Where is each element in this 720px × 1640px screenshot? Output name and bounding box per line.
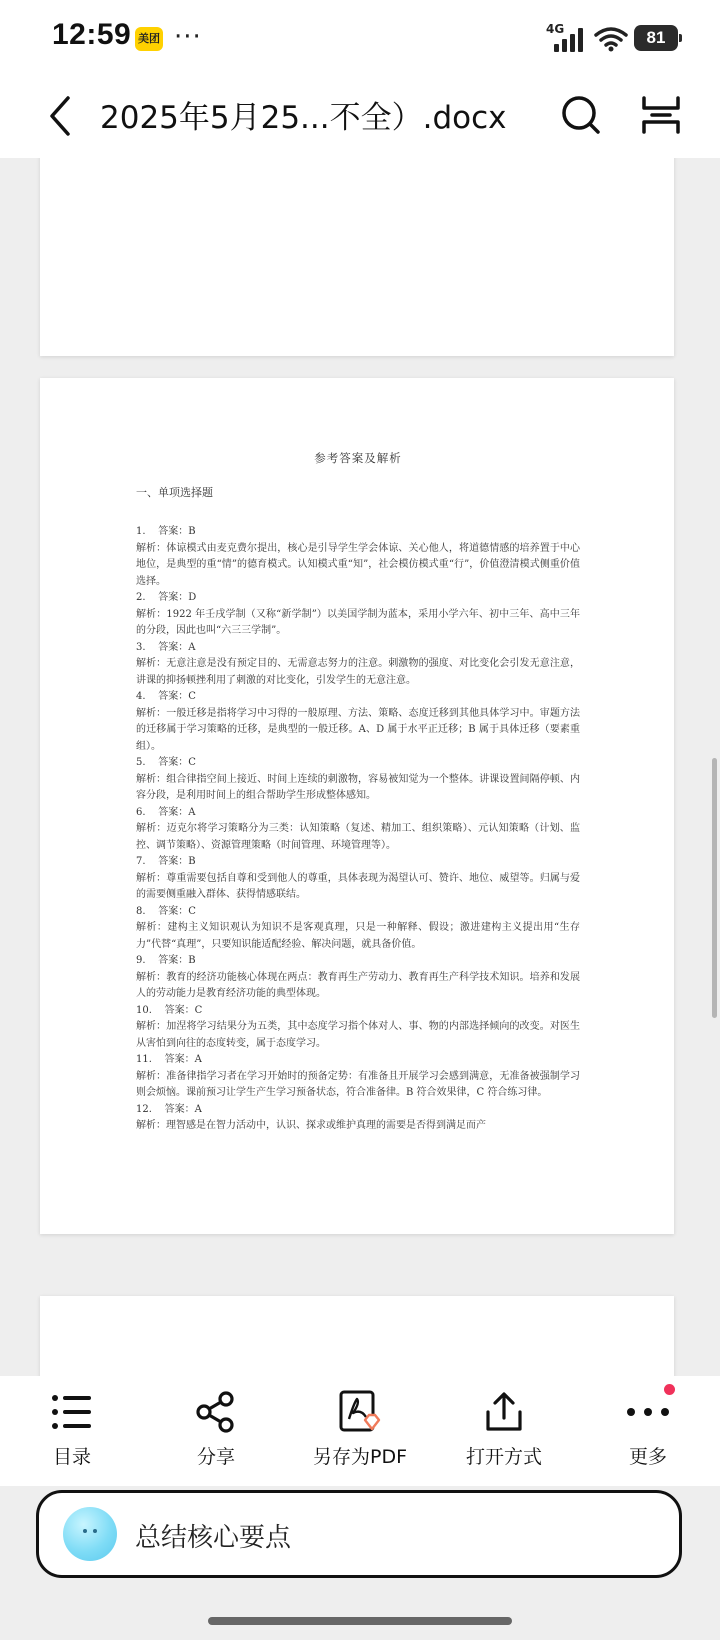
save-as-pdf-button[interactable]	[300, 1386, 420, 1480]
status-more-icon: ···	[174, 22, 202, 52]
scrollbar-thumb[interactable]	[712, 758, 717, 1018]
answer-key: 5. 答案：C	[136, 757, 196, 768]
notification-dot	[664, 1384, 675, 1395]
answer-explanation: 解析：准备律指学习者在学习开始时的预备定势：有准备且开展学习会感到满意，无准备被强制学习则会烦恼。课前预习让学生产生学习预备状态，符合准备律。B 符合效果律，C 符合练习律。	[136, 1070, 580, 1098]
answer-item	[136, 805, 580, 855]
back-button[interactable]	[38, 88, 86, 144]
answer-key: 1. 答案：B	[136, 526, 196, 537]
answer-key: 11. 答案：A	[136, 1054, 202, 1065]
status-bar	[0, 0, 720, 80]
answer-item	[136, 1052, 580, 1102]
share-nodes-icon	[194, 1390, 238, 1434]
expand-menu-button[interactable]	[636, 88, 686, 142]
open-with-label: 打开方式	[465, 1446, 542, 1468]
search-icon	[556, 88, 606, 142]
answer-key: 12. 答案：A	[136, 1103, 202, 1115]
status-time: 12:59	[52, 18, 132, 51]
share-label: 分享	[196, 1446, 235, 1468]
toc-list-icon	[50, 1392, 94, 1432]
open-with-button[interactable]	[444, 1386, 564, 1480]
document-page-previous	[40, 158, 674, 356]
more-label: 更多	[628, 1446, 667, 1468]
save-as-pdf-icon	[336, 1389, 384, 1435]
ai-assistant-avatar-icon	[63, 1507, 117, 1561]
open-with-upload-icon	[482, 1390, 526, 1434]
answer-explanation: 解析：尊重需要包括自尊和受到他人的尊重，具体表现为渴望认可、赞许、地位、威望等。归属与爱的需要侧重融入群体、获得情感联结。	[136, 872, 580, 900]
answer-explanation: 解析：迈克尔将学习策略分为三类：认知策略（复述、精加工、组织策略）、元认知策略（计划、监控、调节策略）、资源管理策略（时间管理、环境管理等）。	[136, 823, 580, 851]
ai-summary-prompt: 总结核心要点	[135, 1523, 292, 1553]
toc-button[interactable]	[12, 1386, 132, 1480]
document-viewer[interactable]	[0, 158, 720, 1376]
signal-icon	[552, 28, 586, 52]
document-title: 2025年5月25...不全）.docx	[100, 100, 507, 136]
document-header	[0, 80, 720, 158]
page-heading: 参考答案及解析	[314, 451, 402, 465]
bottom-toolbar	[0, 1376, 720, 1486]
battery-icon: 81	[634, 25, 678, 51]
answer-item	[136, 854, 580, 904]
answer-explanation: 解析：建构主义知识观认为知识不是客观真理，只是一种解释、假设；激进建构主义提出用“生存力”代替“真理”，只要知识能适配经验、解决问题，就具备价值。	[136, 922, 580, 950]
answer-key: 4. 答案：C	[136, 691, 196, 702]
document-page-next	[40, 1296, 674, 1376]
answer-explanation: 解析：无意注意是没有预定目的、无需意志努力的注意。刺激物的强度、对比变化会引发无意注意，讲课的抑扬顿挫利用了刺激的对比变化，引发学生的无意注意。	[136, 658, 580, 686]
answer-item	[136, 953, 580, 1003]
answer-explanation: 解析：组合律指空间上接近、时间上连续的刺激物，容易被知觉为一个整体。讲课设置间隔停顿、内容分段，是利用时间上的组合帮助学生形成整体感知。	[136, 773, 580, 801]
expand-menu-icon	[636, 88, 686, 142]
document-page	[40, 378, 674, 1234]
answer-key: 10. 答案：C	[136, 1004, 203, 1016]
answer-explanation: 解析：加涅将学习结果分为五类，其中态度学习指个体对人、事、物的内部选择倾向的改变。对医生从害怕到向往的态度转变，属于态度学习。	[136, 1021, 580, 1049]
answer-key: 9. 答案：B	[136, 955, 196, 966]
answer-key: 6. 答案：A	[136, 806, 196, 818]
answer-item	[136, 1102, 580, 1135]
more-button[interactable]	[588, 1386, 708, 1480]
answer-explanation: 解析：教育的经济功能核心体现在两点：教育再生产劳动力、教育再生产科学技术知识。培养和发展人的劳动能力是教育经济功能的典型体现。	[136, 971, 580, 999]
network-type: 4G	[546, 22, 565, 36]
answer-item	[136, 689, 580, 755]
meituan-app-icon: 美团	[135, 27, 163, 51]
answer-list	[136, 524, 580, 1135]
wifi-icon	[594, 26, 628, 52]
answer-key: 2. 答案：D	[136, 592, 197, 603]
answer-explanation: 解析：一般迁移是指将学习中习得的一般原理、方法、策略、态度迁移到其他具体学习中。审题方法的迁移属于学习策略的迁移，是典型的一般迁移。A、D 属于水平正迁移；B 属于具体迁移（要素重组）。	[136, 707, 580, 752]
answer-key: 7. 答案：B	[136, 856, 196, 867]
toc-label: 目录	[52, 1446, 91, 1468]
answer-item	[136, 590, 580, 640]
answer-item	[136, 904, 580, 954]
save-as-pdf-label: 另存为PDF	[312, 1446, 408, 1468]
answer-explanation: 解析：理智感是在智力活动中，认识、探求或维护真理的需要是否得到满足而产	[136, 1120, 486, 1131]
home-indicator[interactable]	[208, 1617, 512, 1625]
answer-item	[136, 1003, 580, 1053]
more-dots-icon	[626, 1406, 670, 1418]
page-content	[136, 450, 580, 1135]
answer-item	[136, 524, 580, 590]
back-arrow-icon	[38, 88, 86, 144]
section-title: 一、单项选择题	[136, 486, 213, 499]
search-button[interactable]	[556, 88, 606, 142]
answer-key: 8. 答案：C	[136, 905, 196, 917]
answer-item	[136, 755, 580, 805]
ai-summary-bar[interactable]	[36, 1490, 682, 1578]
share-button[interactable]	[156, 1386, 276, 1480]
answer-explanation: 解析：1922 年壬戌学制（又称“新学制”）以美国学制为蓝本，采用小学六年、初中三年、高中三年的分段，因此也叫“六三三学制”。	[136, 608, 580, 636]
answer-item	[136, 640, 580, 690]
answer-explanation: 解析：体谅模式由麦克费尔提出，核心是引导学生学会体谅、关心他人，将道德情感的培养置于中心地位，是典型的重“情”的德育模式。认知模式重“知”，社会模仿模式重“行”，价值澄清模式侧重价值选择。	[136, 542, 580, 587]
answer-key: 3. 答案：A	[136, 641, 196, 653]
